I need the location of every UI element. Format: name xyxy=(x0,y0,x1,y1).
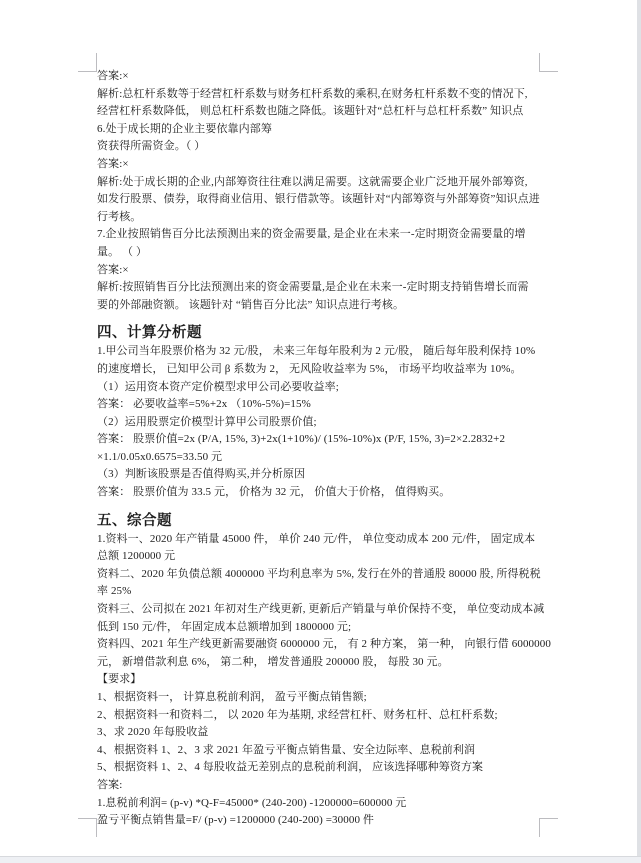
section-heading: 四、计算分析题 xyxy=(97,325,202,342)
text-line: 量。 （ ） xyxy=(97,245,148,258)
text-boundary-mark-bottom-left xyxy=(78,818,97,837)
text-line: 的速度增长， 已知甲公司 β 系数为 2， 无风险收益率为 5%， 市场平均收益率为 10%。 xyxy=(97,362,522,375)
text-line: 1、根据资料一， 计算息税前利润， 盈亏平衡点销售额; xyxy=(97,691,367,703)
text-line: 行考核。 xyxy=(97,210,142,223)
text-line: 解析:总杠杆系数等于经营杠杆系数与财务杠杆系数的乘积,在财务杠杆系数不变的情况下, xyxy=(97,87,528,100)
text-line: 解析:按照销售百分比法预测出来的资金需要量,是企业在未来一-定时期支持销售增长而需 xyxy=(97,281,529,294)
text-line: 6.处于成长期的企业主要依靠内部筹 xyxy=(97,122,272,135)
text-line: 1.甲公司当年股票价格为 32 元/股， 未来三年每年股利为 2 元/股， 随后每年股利保持 10% xyxy=(97,345,536,358)
section-heading: 五、综合题 xyxy=(97,512,172,529)
text-line: 7.企业按照销售百分比法预测出来的资金需要量, 是企业在未来一-定时期资金需要量的增 xyxy=(97,228,526,241)
text-line: 资获得所需资金。（ ） xyxy=(97,140,206,153)
text-line: 3、求 2020 年每股收益 xyxy=(97,726,209,739)
text-line: 如发行股票、债券，取得商业信用、银行借款等。该题针对“内部筹资与外部筹资”知识点进 xyxy=(97,193,540,206)
text-line: 答案： 必要收益率=5%+2x （10%-5%)=15% xyxy=(97,398,311,411)
text-line: 1.息税前利润= (p-v) *Q-F=45000* (240-200) -1200000=600000 元 xyxy=(97,796,407,809)
text-boundary-mark-top-left xyxy=(78,53,97,72)
text-line: 答案: xyxy=(97,778,123,791)
text-line: 答案:× xyxy=(97,70,129,82)
text-line: 答案:× xyxy=(97,263,129,276)
text-line: 率 25% xyxy=(97,585,132,598)
text-line: （3）判断该股票是否值得购买,并分析原因 xyxy=(97,468,306,481)
text-line: 1.资料一、2020 年产销量 45000 件， 单价 240 元/件， 单位变动成本 200 元/件， 固定成本 xyxy=(97,532,536,545)
window-bottom-edge xyxy=(0,856,641,863)
text-line: 资料三、公司拟在 2021 年初对生产线更新, 更新后产销量与单价保持不变， 单位变动成本减 xyxy=(97,603,545,616)
text-line: 5、根据资料 1、2、4 每股收益无差别点的息税前利润， 应该选择哪种筹资方案 xyxy=(97,761,484,774)
text-line: 低到 150 元/件， 年固定成本总额增加到 1800000 元; xyxy=(97,620,352,633)
text-line: 解析:处于成长期的企业,内部筹资往往难以满足需要。这就需要企业广泛地开展外部筹资, xyxy=(97,175,528,188)
text-line: 总额 1200000 元 xyxy=(97,550,176,563)
text-line: 答案： 股票价值=2x (P/A, 15%, 3)+2x(1+10%)/ (15%-10%)x (P/F, 15%, 3)=2×2.2832+2 xyxy=(97,433,506,446)
text-line: 【要求】 xyxy=(97,673,142,686)
text-line: 4、根据资料 1、2、3 求 2021 年盈亏平衡点销售量、安全边际率、息税前利润 xyxy=(97,743,476,756)
text-line: 元， 新增借款利息 6%， 第二种， 增发普通股 200000 股， 每股 30 元。 xyxy=(97,655,449,668)
document-text-body xyxy=(97,68,551,830)
text-line: 资料四、2021 年生产线更新需要融资 6000000 元， 有 2 种方案， 第一种， 向银行借 6000000 xyxy=(97,638,551,651)
text-line: （2）运用股票定价模型计算甲公司股票价值; xyxy=(97,415,317,428)
text-line: 答案:× xyxy=(97,157,129,170)
text-line: 2、根据资料一和资料二， 以 2020 年为基期, 求经营杠杆、财务杠杆、总杠杆系数; xyxy=(97,708,498,721)
text-line: 答案： 股票价值为 33.5 元， 价格为 32 元， 价值大于价格， 值得购买。 xyxy=(97,486,451,499)
text-line: 经营杠杆系数降低， 则总杠杆系数也随之降低。该题针对“总杠杆与总杠杆系数” 知识点 xyxy=(97,105,524,118)
text-line: （1）运用资本资产定价模型求甲公司必要收益率; xyxy=(97,380,339,393)
text-line: 盈亏平衡点销售量=F/ (p-v) =1200000 (240-200) =30000 件 xyxy=(97,814,375,827)
vertical-scrollbar[interactable] xyxy=(637,0,641,863)
text-line: 要的外部融资额。 该题针对 “销售百分比法” 知识点进行考核。 xyxy=(97,298,405,311)
text-line: 资料二、2020 年负债总额 4000000 平均利息率为 5%, 发行在外的普通股 80000 股, 所得税税 xyxy=(97,567,541,580)
text-line: ×1.1/0.05x0.6575=33.50 元 xyxy=(97,450,223,463)
